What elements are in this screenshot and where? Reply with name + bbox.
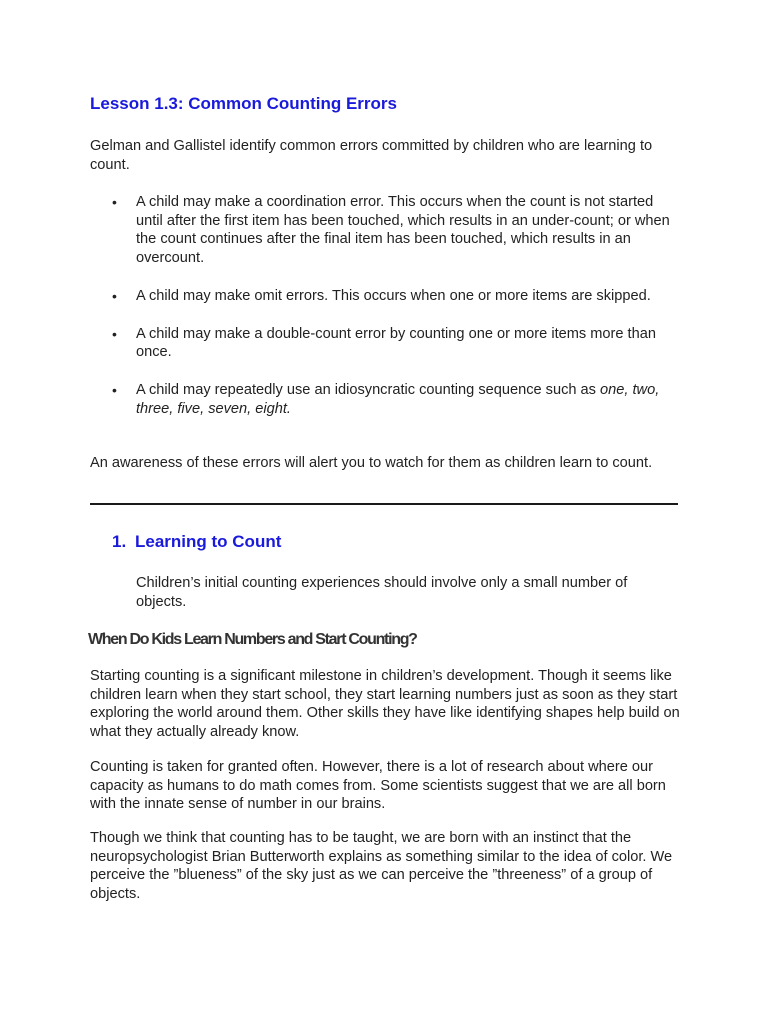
- counting-sequence-example: one, two, three, five, seven, eight.: [136, 382, 660, 417]
- article-paragraph: Counting is taken for granted often. However, there is a lot of research about where our capacity as humans to do math comes from. Some scientists suggest that we are all born with the innate sense of number in our brains.: [90, 759, 666, 812]
- list-item-text: A child may make a double-count error by counting one or more items more than once.: [136, 325, 656, 360]
- intro-paragraph: Gelman and Gallistel identify common errors committed by children who are learning to count.: [90, 138, 653, 173]
- bullet-icon: •: [112, 287, 117, 304]
- list-item-text: A child may make a coordination error. This occurs when the count is not started until after the first item has been touched, which results in an under-count; or when the count continues after the final item has been touched, which results in an overcount.: [136, 194, 670, 266]
- list-item: [90, 325, 690, 362]
- article-paragraph: Starting counting is a significant milestone in children’s development. Though it seems like children learn when they start school, they start learning numbers just as soon as they start exploring the world around them. Other skills they have like identifying shapes help build on what they actually already know.: [90, 668, 680, 740]
- list-item-text-plain: A child may repeatedly use an idiosyncratic counting sequence such as: [136, 382, 601, 398]
- section-divider: [90, 503, 678, 505]
- section-title: Learning to Count: [135, 532, 282, 551]
- section-body: Children’s initial counting experiences should involve only a small number of objects.: [136, 575, 628, 610]
- article-paragraph: Though we think that counting has to be taught, we are born with an instinct that the neuropsychologist Brian Butterworth explains as something similar to the idea of color. We perceive the ”blueness” of the sky just as we can perceive the ”threeness” of a group of objects.: [90, 830, 673, 902]
- awareness-paragraph: An awareness of these errors will alert you to watch for them as children learn to count.: [90, 455, 653, 471]
- bullet-icon: •: [112, 194, 117, 210]
- counting-errors-list: [90, 193, 690, 438]
- section-heading: [112, 531, 281, 553]
- section-number: 1.: [112, 532, 127, 551]
- list-item-text: [136, 381, 681, 418]
- lesson-title: Lesson 1.3: Common Counting Errors: [90, 94, 397, 113]
- bullet-icon: •: [112, 382, 117, 398]
- bullet-icon: •: [112, 325, 117, 342]
- article-heading: When Do Kids Learn Numbers and Start Counting?: [88, 631, 417, 648]
- list-item: [90, 381, 690, 418]
- list-item-text: A child may make omit errors. This occurs when one or more items are skipped.: [136, 287, 651, 304]
- list-item: [90, 287, 690, 306]
- list-item: [90, 193, 690, 267]
